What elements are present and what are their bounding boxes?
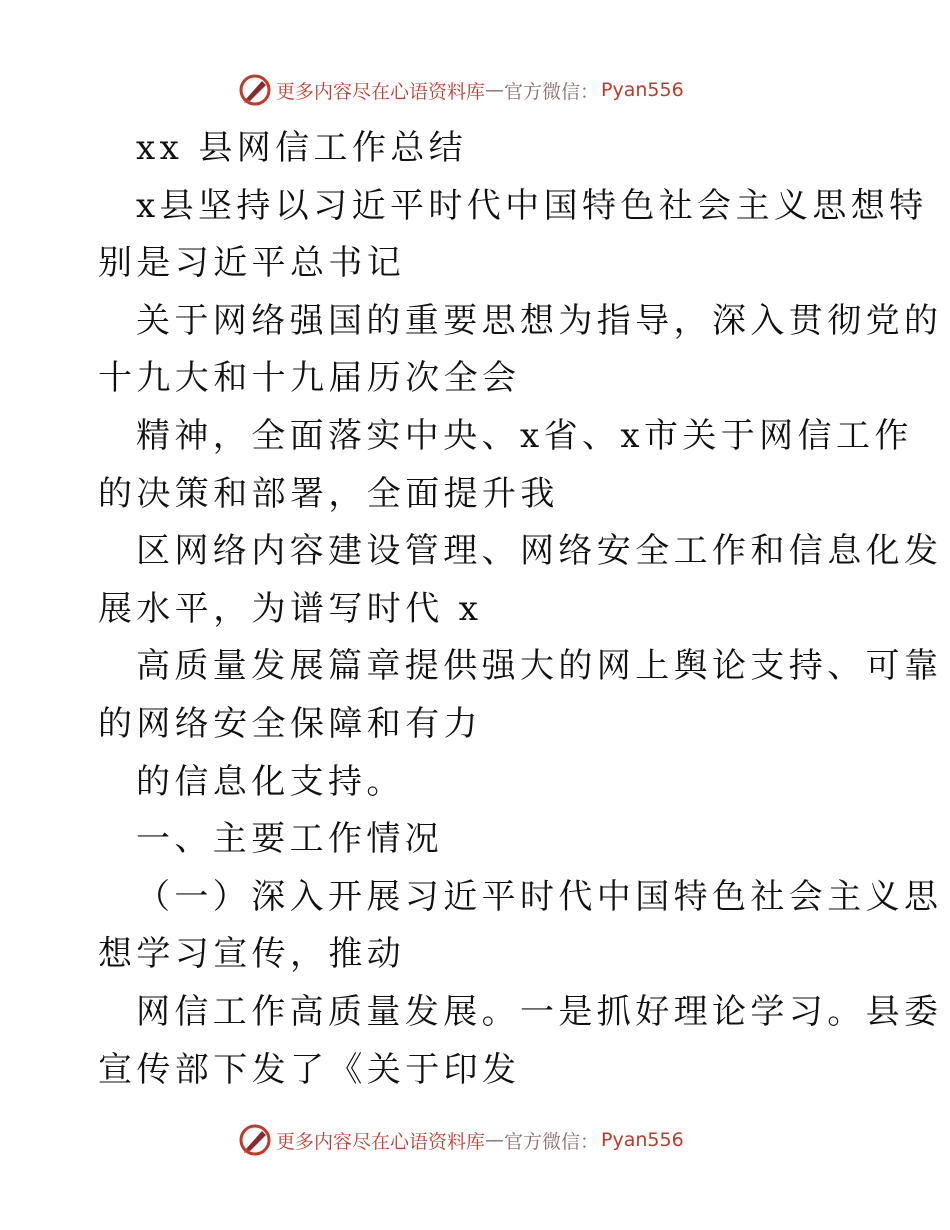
banner-wechat-id: Pyan556 — [601, 79, 684, 101]
paragraph-line: x县坚持以习近平时代中国特色社会主义思想特 — [136, 185, 928, 226]
banner-wechat-label: 官方微信： — [504, 1130, 600, 1153]
paragraph-line: 十九大和十九届历次全会 — [98, 358, 521, 399]
banner-brand-text: 更多内容尽在心语资料库 — [276, 80, 486, 103]
banner-wechat-id: Pyan556 — [601, 1129, 684, 1151]
paragraph-line: 关于网络强国的重要思想为指导，深入贯彻党的 — [136, 300, 943, 341]
paragraph-line: 想学习宣传，推动 — [98, 934, 406, 975]
paragraph-line: 的决策和部署，全面提升我 — [98, 473, 559, 514]
section-heading: 一、主要工作情况 — [136, 819, 444, 860]
banner-separator: — — [485, 1129, 505, 1151]
pen-logo-icon — [238, 73, 272, 107]
document-body — [98, 120, 943, 1099]
paragraph-line: 区网络内容建设管理、网络安全工作和信息化发 — [136, 531, 943, 572]
banner-separator: — — [485, 79, 505, 101]
header-watermark — [238, 72, 684, 108]
paragraph-line: 展水平，为谱写时代 x — [98, 588, 483, 629]
pen-logo-icon — [238, 1123, 272, 1157]
paragraph-line: 网信工作高质量发展。一是抓好理论学习。县委 — [136, 991, 943, 1032]
paragraph-line: 宣传部下发了《关于印发 — [98, 1049, 521, 1090]
footer-watermark — [238, 1122, 684, 1158]
subsection-heading: （一）深入开展习近平时代中国特色社会主义思 — [136, 876, 943, 917]
paragraph-line: 别是习近平总书记 — [98, 243, 406, 284]
document-title: xx 县网信工作总结 — [136, 128, 468, 168]
paragraph-line: 高质量发展篇章提供强大的网上舆论支持、可靠 — [136, 646, 943, 687]
paragraph-line: 精神，全面落实中央、x省、x市关于网信工作 — [136, 415, 913, 456]
banner-wechat-label: 官方微信： — [504, 80, 600, 103]
banner-brand-text: 更多内容尽在心语资料库 — [276, 1130, 486, 1153]
paragraph-line: 的信息化支持。 — [136, 761, 405, 802]
paragraph-line: 的网络安全保障和有力 — [98, 703, 482, 744]
